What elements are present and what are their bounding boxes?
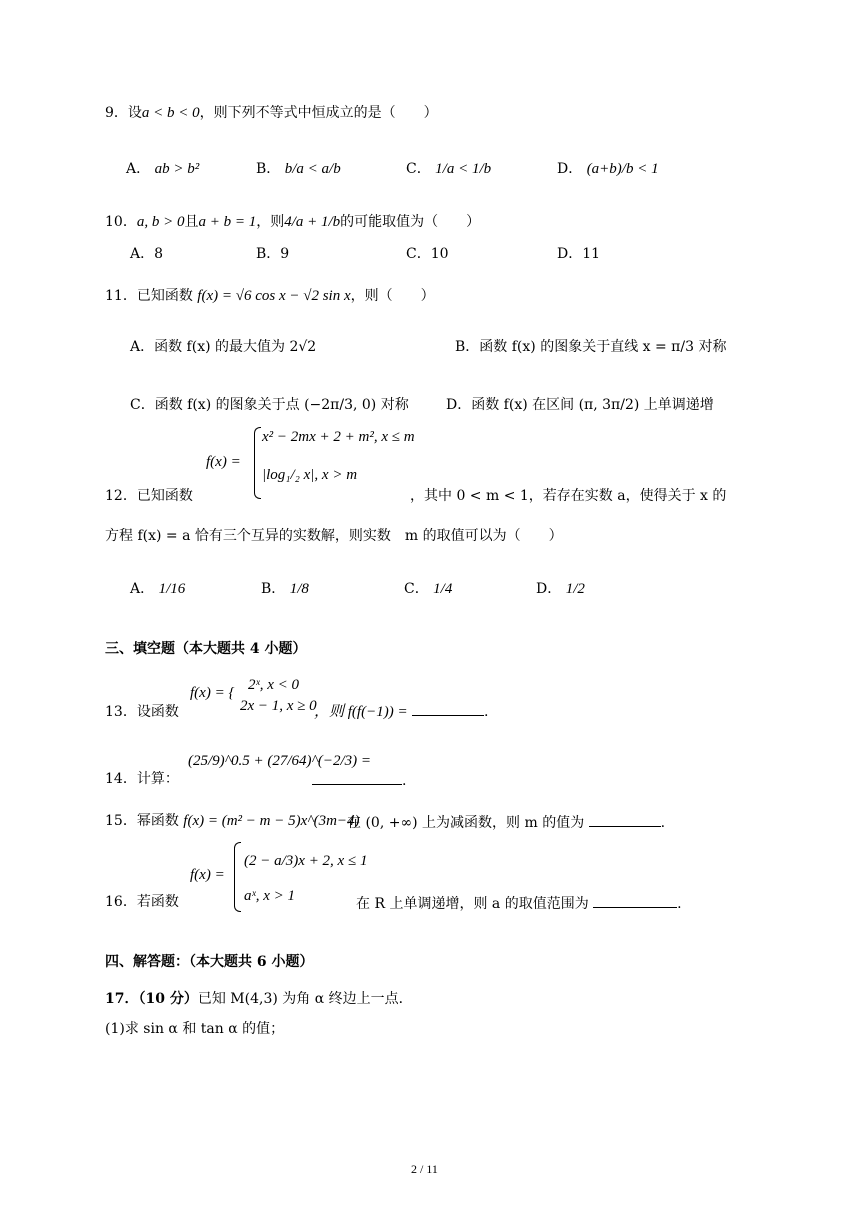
q12-fx: f(x) = <box>206 454 241 470</box>
q9-option-b: B． b/a < a/b <box>256 161 341 177</box>
q10-option-d: D．11 <box>557 246 601 262</box>
q11-stem: 11．已知函数 f(x) = √6 cos x − √2 sin x，则（ ） <box>105 288 435 304</box>
section-4-heading: 四、解答题：（本大题共 6 小题） <box>105 954 314 970</box>
q16-stem: 16．若函数 <box>105 894 179 910</box>
q11-option-d: D．函数 f(x) 在区间 (π, 3π/2) 上单调递增 <box>446 397 714 413</box>
q12-line2: 方程 f(x) = a 恰有三个互异的实数解，则实数 m 的取值可以为（ ） <box>105 528 563 544</box>
q16-piece1: (2 − a/3)x + 2, x ≤ 1 <box>244 853 368 869</box>
q10-option-a: A．8 <box>130 246 164 262</box>
q14-ask: . <box>312 770 406 790</box>
q13-piece2: 2x − 1, x ≥ 0 <box>240 698 317 714</box>
q13-piece1: 2ˣ, x < 0 <box>248 677 300 693</box>
q16-brace <box>234 842 241 912</box>
q16-ask: 在 R 上单调递增，则 a 的取值范围为 . <box>356 893 682 913</box>
q9-option-a: A． ab > b² <box>126 161 200 177</box>
q17-sub1: (1)求 sin α 和 tan α 的值； <box>105 1021 285 1037</box>
q16-fx: f(x) = <box>190 867 225 883</box>
q10-option-c: C．10 <box>406 246 449 262</box>
q12-option-b: B． 1/8 <box>261 581 309 597</box>
q10-option-b: B．9 <box>256 246 290 262</box>
q9-stem: 9．设a < b < 0，则下列不等式中恒成立的是（ ） <box>105 105 438 121</box>
q14-stem: 14．计算： <box>105 771 179 787</box>
page-number: 2 / 11 <box>411 1162 438 1176</box>
q12-stem: 12．已知函数 <box>105 488 193 504</box>
q17-stem: 17．（10 分）已知 M(4,3) 为角 α 终边上一点． <box>105 991 413 1007</box>
q16-piece2: aˣ, x > 1 <box>244 888 296 904</box>
q11-option-a: A．函数 f(x) 的最大值为 2√2 <box>130 339 317 355</box>
q13-stem: 13．设函数 <box>105 704 179 720</box>
q9-option-c: C． 1/a < 1/b <box>406 161 492 177</box>
q12-option-d: D． 1/2 <box>536 581 585 597</box>
q12-stem-cont: ，其中 0 < m < 1，若存在实数 a，使得关于 x 的 <box>410 488 727 504</box>
q12-piece1: x² − 2mx + 2 + m², x ≤ m <box>262 429 415 445</box>
q11-option-c: C．函数 f(x) 的图象关于点 (−2π/3, 0) 对称 <box>130 397 409 413</box>
q13-fx: f(x) = { <box>190 685 235 701</box>
q11-option-b: B．函数 f(x) 的图象关于直线 x = π/3 对称 <box>455 339 727 355</box>
q15-answer-blank[interactable] <box>589 812 661 827</box>
q12-piece2: |log₁/₂ x|, x > m <box>262 467 358 483</box>
q16-answer-blank[interactable] <box>593 893 677 908</box>
q13-answer-blank[interactable] <box>412 701 484 716</box>
q10-stem: 10．a, b > 0且a + b = 1，则4/a + 1/b的可能取值为（ ） <box>105 214 481 230</box>
q9-option-d: D． (a+b)/b < 1 <box>557 161 659 177</box>
q13-ask: ，则 f(f(−1)) = . <box>314 701 488 721</box>
q12-brace <box>254 427 261 499</box>
q15-stem: 15．幂函数 f(x) = (m² − m − 5)x^(3m−4) <box>105 813 360 829</box>
section-3-heading: 三、填空题（本大题共 4 小题） <box>105 641 307 657</box>
q15-ask: 在 (0, +∞) 上为减函数，则 m 的值为 . <box>347 812 665 832</box>
q14-answer-blank[interactable] <box>312 770 402 785</box>
q12-option-c: C． 1/4 <box>404 581 453 597</box>
q12-option-a: A． 1/16 <box>130 581 186 597</box>
q14-expr: (25/9)^0.5 + (27/64)^(−2/3) = <box>188 753 371 769</box>
